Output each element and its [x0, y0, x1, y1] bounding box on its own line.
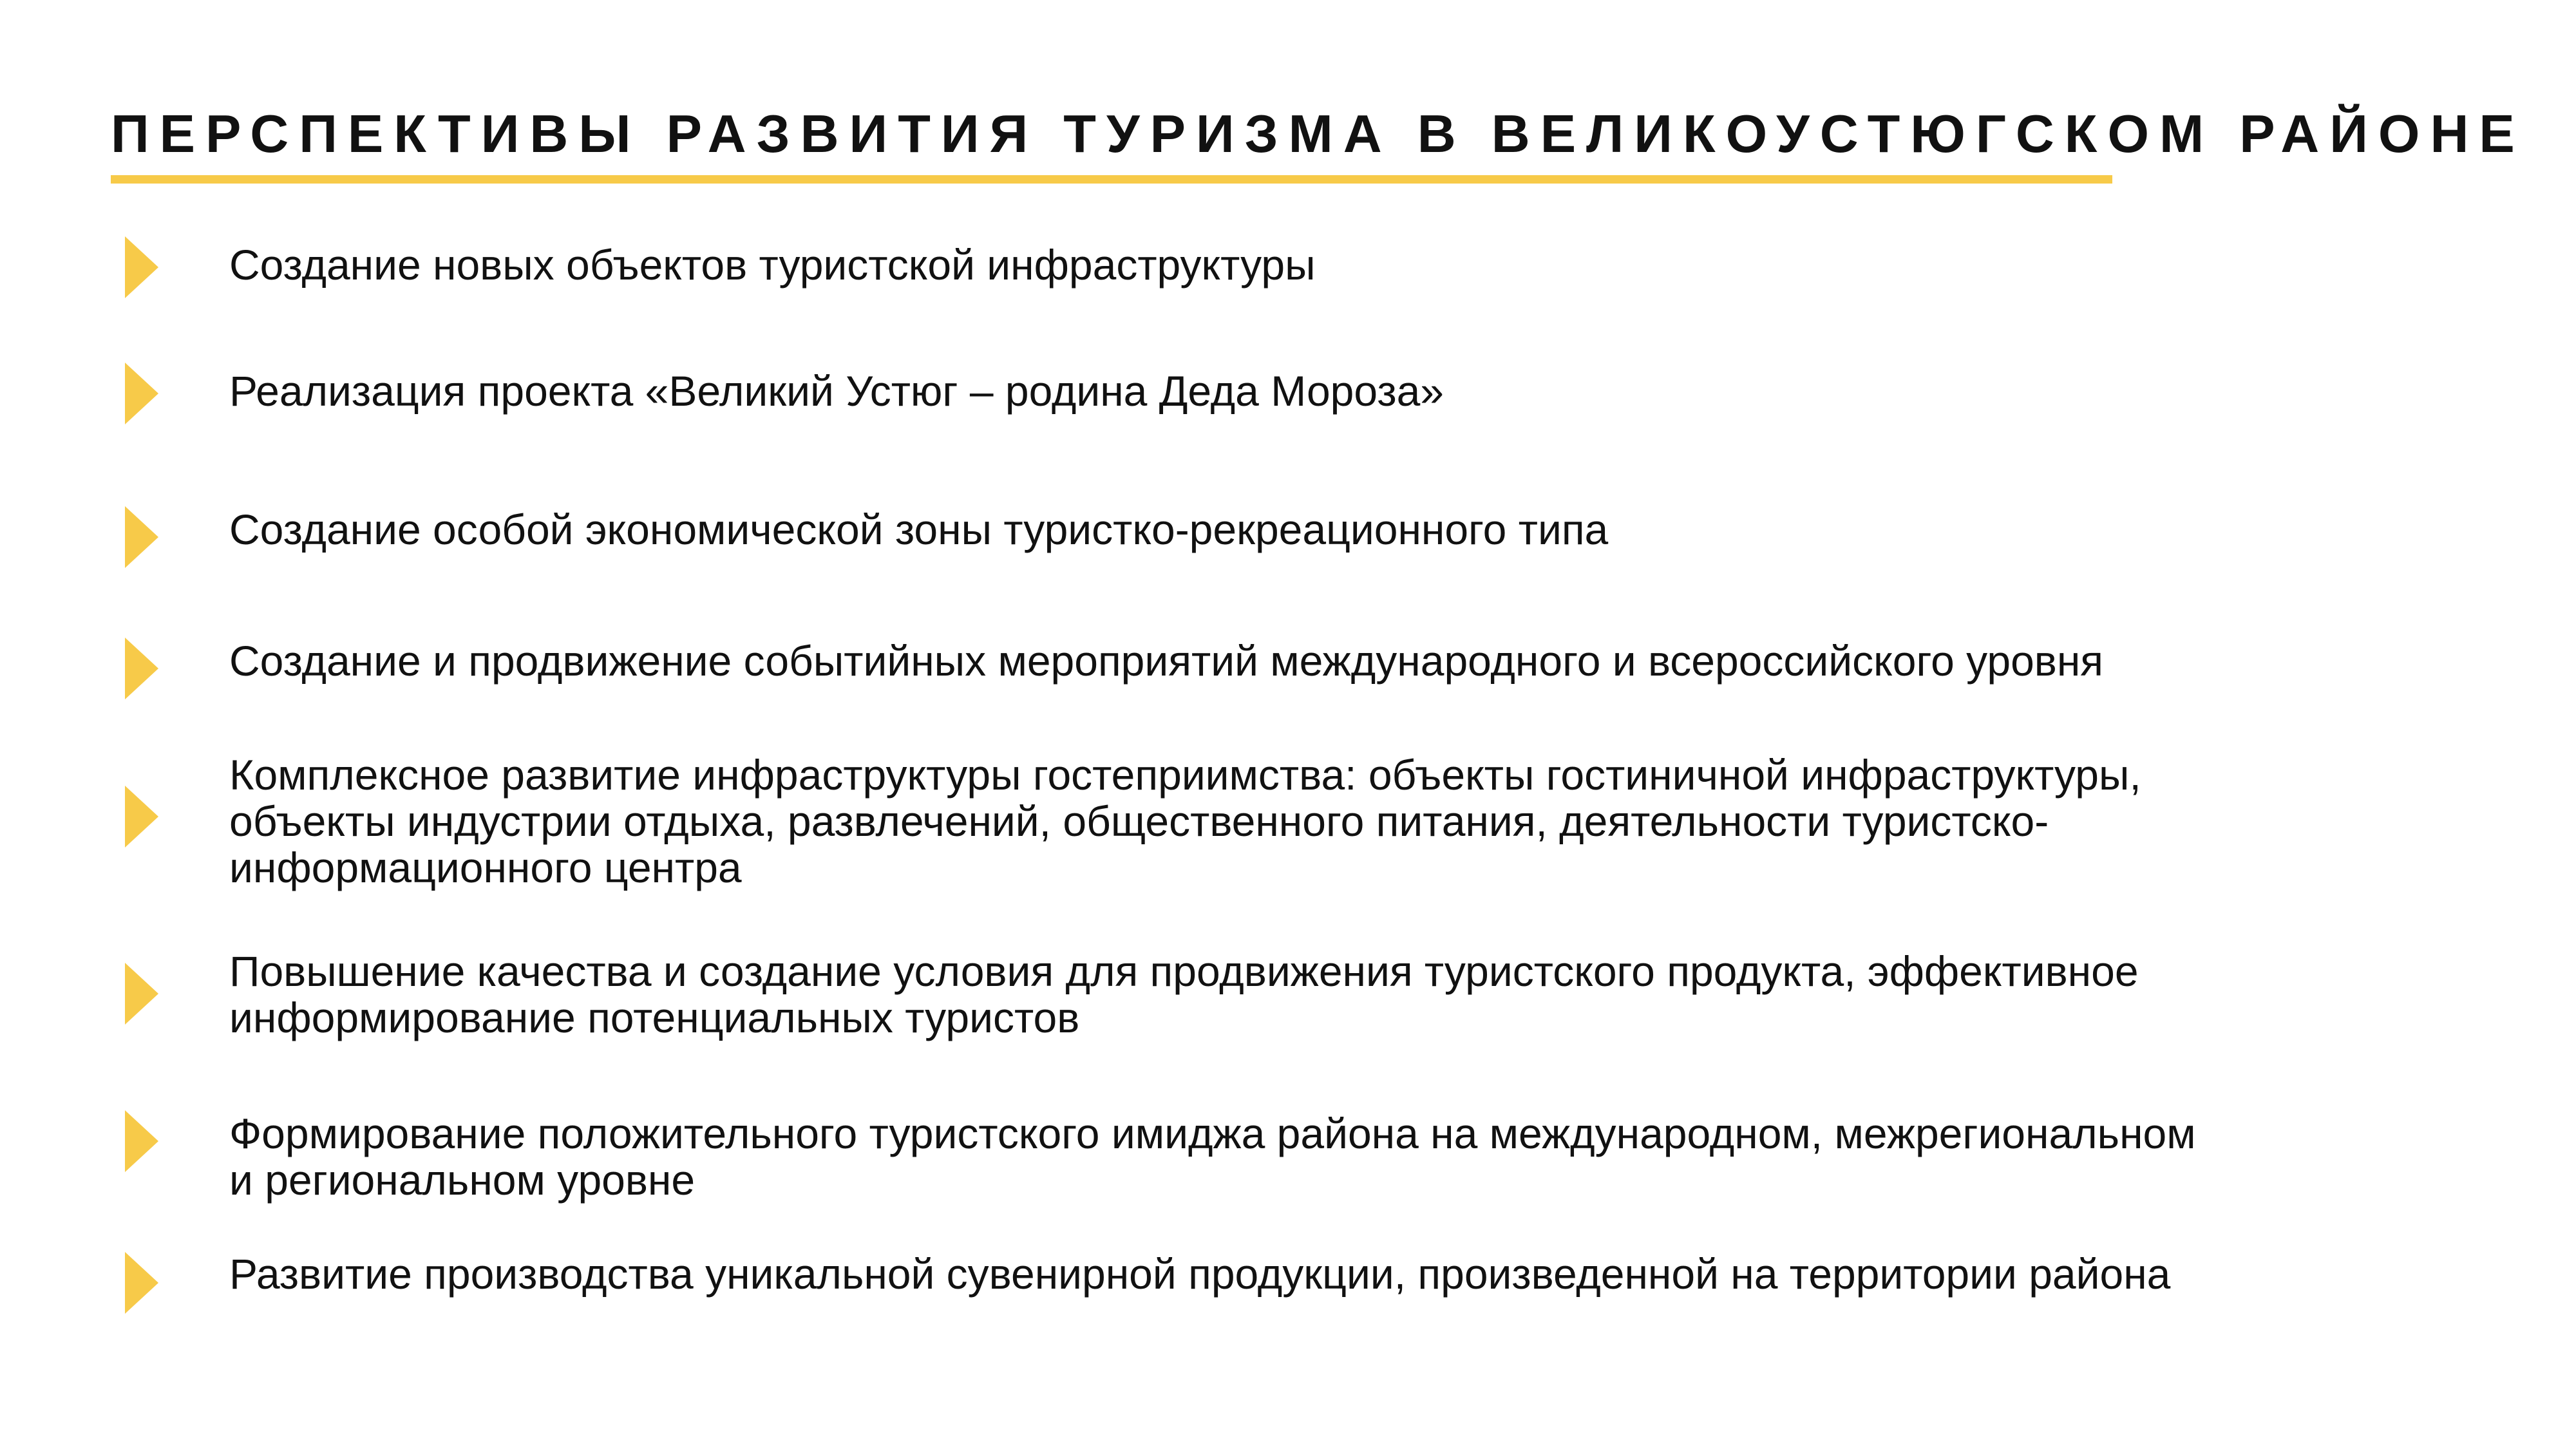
- chevron-right-icon: [125, 363, 158, 424]
- bullet-text: Создание новых объектов туристской инфраструктуры: [229, 241, 1316, 289]
- chevron-right-icon: [125, 1252, 158, 1314]
- chevron-right-icon: [125, 236, 158, 298]
- bullet-text: Формирование положительного туристского имиджа района на международном, межрегиональном и региональном уровне: [229, 1110, 2196, 1204]
- chevron-right-icon: [125, 786, 158, 848]
- chevron-right-icon: [125, 506, 158, 568]
- bullet-text: Создание особой экономической зоны туристко-рекреационного типа: [229, 506, 1609, 553]
- title-underline: [111, 175, 2112, 184]
- chevron-right-icon: [125, 638, 158, 699]
- chevron-right-icon: [125, 1110, 158, 1172]
- page-title: ПЕРСПЕКТИВЫ РАЗВИТИЯ ТУРИЗМА В ВЕЛИКОУСТЮГСКОМ РАЙОНЕ: [111, 104, 2525, 164]
- bullet-text: Реализация проекта «Великий Устюг – родина Деда Мороза»: [229, 367, 1444, 415]
- chevron-right-icon: [125, 963, 158, 1025]
- bullet-text: Повышение качества и создание условия для продвижения туристского продукта, эффективное информирование потенциальных туристов: [229, 947, 2139, 1041]
- bullet-text: Комплексное развитие инфраструктуры гостеприимства: объекты гостиничной инфраструктуры, объекты индустрии отдыха, развлечений, общественного питания, деятельности туристско- информационного центра: [229, 751, 2141, 891]
- bullet-text: Создание и продвижение событийных мероприятий международного и всероссийского уровня: [229, 637, 2104, 685]
- bullet-text: Развитие производства уникальной сувенирной продукции, произведенной на территории района: [229, 1250, 2171, 1298]
